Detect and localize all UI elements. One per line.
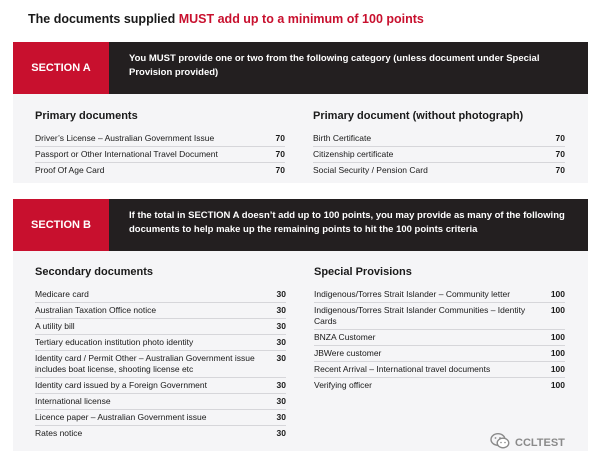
list-item [35,163,285,178]
primary-documents-list [35,131,285,178]
secondary-documents-list [35,287,286,441]
document-points: 30 [276,337,286,347]
document-points: 70 [275,133,285,143]
title-prefix: The documents supplied [28,12,179,26]
document-points: 30 [276,305,286,315]
section-b-tag: SECTION B [13,199,109,251]
title-emphasis: MUST add up to a minimum of 100 points [178,12,424,26]
document-label: Identity card issued by a Foreign Government [35,380,207,390]
list-item [35,410,286,426]
document-points: 70 [275,165,285,175]
list-item [35,351,286,378]
list-item [314,330,565,346]
list-item [314,287,565,303]
section-a-header [13,42,588,94]
document-points: 100 [550,348,565,358]
list-item [313,147,565,163]
document-label: Driver’s License – Australian Government Issue [35,133,215,143]
secondary-documents-heading: Secondary documents [35,266,153,278]
wechat-icon [490,432,510,453]
list-item [35,131,285,147]
document-label: Rates notice [35,428,83,438]
list-item [35,147,285,163]
special-provisions-list [314,287,565,393]
document-points: 30 [276,289,286,299]
document-points: 30 [276,412,286,422]
special-provisions-heading: Special Provisions [314,266,412,278]
section-b-panel [13,199,588,451]
section-a-panel [13,42,588,183]
document-label: Australian Taxation Office notice [35,305,157,315]
list-item [35,319,286,335]
document-label: Recent Arrival – International travel documents [314,364,491,374]
primary-documents-heading: Primary documents [35,110,138,122]
document-points: 30 [276,353,286,363]
document-points: 30 [276,380,286,390]
list-item [35,335,286,351]
page-title [28,12,424,26]
document-points: 100 [550,380,565,390]
document-label: Medicare card [35,289,89,299]
section-a-instructions: You MUST provide one or two from the following category (unless document under Special Provision provided) [109,42,588,94]
document-points: 100 [550,364,565,374]
list-item [35,303,286,319]
document-label: Verifying officer [314,380,372,390]
document-points: 70 [555,149,565,159]
document-label: A utility bill [35,321,75,331]
list-item [35,394,286,410]
special-provisions-column [314,266,565,393]
section-b-instructions: If the total in SECTION A doesn’t add up to 100 points, you may provide as many of the following documents to help make up the remaining points to hit the 100 points criteria [109,199,588,251]
watermark-text: CCLTEST [515,436,565,449]
document-points: 70 [555,165,565,175]
document-label: Tertiary education institution photo identity [35,337,194,347]
document-label: JBWere customer [314,348,382,358]
document-label: Social Security / Pension Card [313,165,428,175]
list-item [35,426,286,441]
document-label: Indigenous/Torres Strait Islander Communities – Identity Cards [314,305,526,326]
section-b-header [13,199,588,251]
secondary-documents-column [35,266,286,441]
document-label: International license [35,396,111,406]
list-item [35,378,286,394]
document-label: Birth Certificate [313,133,372,143]
document-label: Licence paper – Australian Government issue [35,412,207,422]
watermark [490,432,565,453]
primary-no-photo-column [313,110,565,178]
list-item [314,362,565,378]
section-a-tag: SECTION A [13,42,109,94]
document-label: Indigenous/Torres Strait Islander – Community letter [314,289,511,299]
document-label: BNZA Customer [314,332,376,342]
list-item [314,378,565,393]
document-points: 70 [275,149,285,159]
document-points: 30 [276,396,286,406]
list-item [313,131,565,147]
document-label: Passport or Other International Travel Document [35,149,218,159]
document-label: Citizenship certificate [313,149,394,159]
list-item [314,303,565,330]
document-points: 30 [276,428,286,438]
primary-documents-column [35,110,285,178]
primary-no-photo-heading: Primary document (without photograph) [313,110,524,122]
list-item [314,346,565,362]
document-points: 30 [276,321,286,331]
list-item [35,287,286,303]
document-points: 100 [550,305,565,315]
document-label: Proof Of Age Card [35,165,105,175]
document-points: 100 [550,332,565,342]
list-item [313,163,565,178]
document-label: Identity card / Permit Other – Australian Government issue includes boat license, shooting license etc [35,353,255,374]
document-points: 100 [550,289,565,299]
primary-no-photo-list [313,131,565,178]
document-points: 70 [555,133,565,143]
